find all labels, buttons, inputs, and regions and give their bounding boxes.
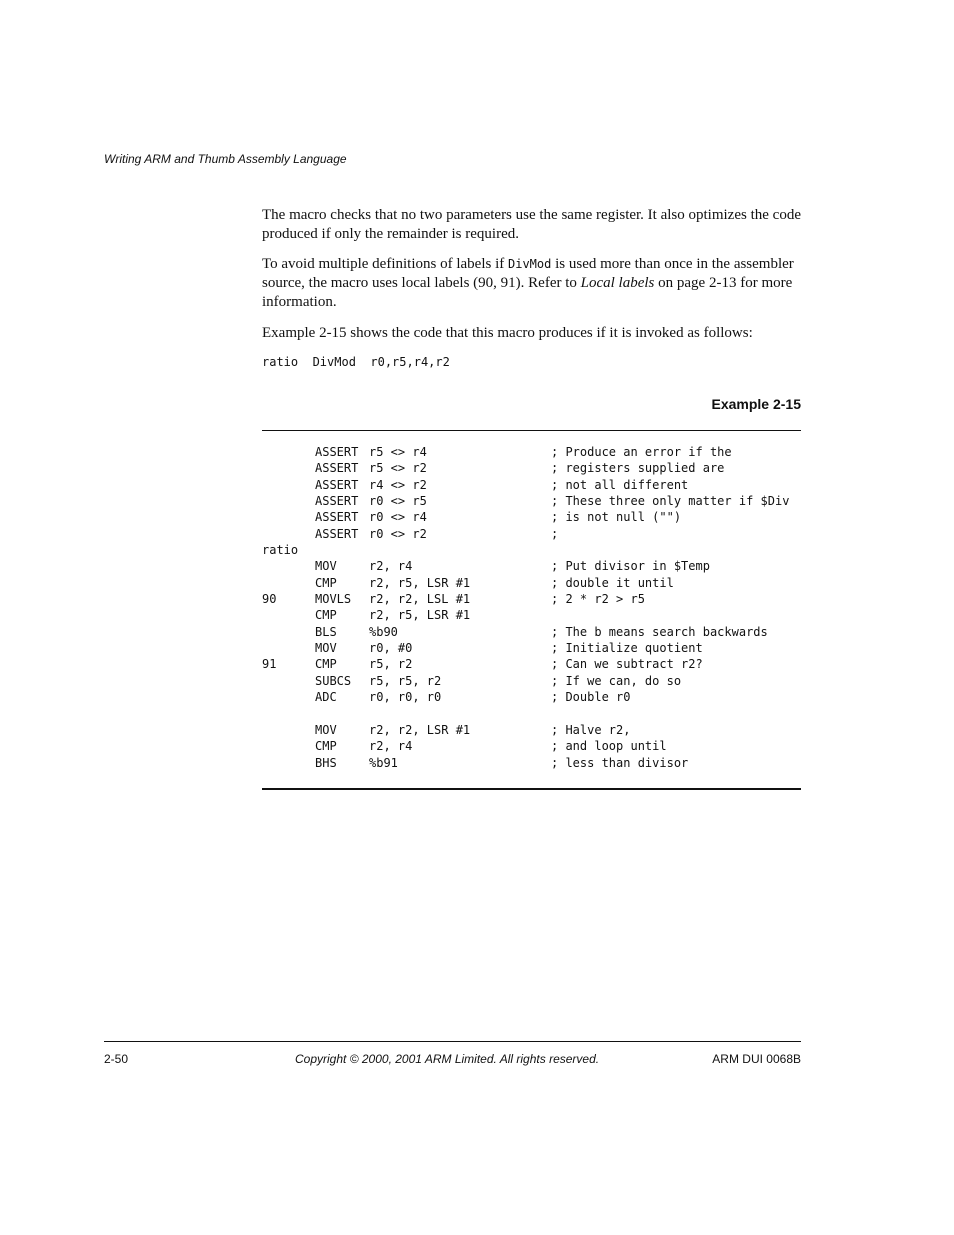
code-operands: r2, r5, LSR #1: [369, 575, 471, 590]
code-operands: r2, r4: [369, 739, 413, 754]
code-line: [262, 738, 801, 754]
code-comment: ; registers supplied are: [551, 461, 725, 476]
code-opcode: ASSERT: [315, 477, 359, 492]
code-line: [262, 755, 801, 771]
code-line: [262, 575, 801, 591]
code-comment: ;: [551, 526, 559, 541]
code-line: [262, 460, 801, 476]
code-comment: ; Halve r2,: [551, 722, 631, 737]
paragraph-2-text-b: is used more than once in the assembler source, the macro uses local labels (90, 91). Refer to: [262, 256, 794, 291]
footer-rule: [104, 1041, 801, 1042]
code-opcode: ASSERT: [315, 445, 359, 459]
code-label: ratio: [262, 543, 299, 558]
code-operands: r5, r2: [369, 657, 413, 672]
copyright-notice: Copyright © 2000, 2001 ARM Limited. All rights reserved.: [295, 1052, 600, 1066]
code-comment: ; is not null (""): [551, 510, 682, 525]
code-opcode: CMP: [315, 657, 337, 672]
code-line: [262, 673, 801, 689]
code-listing: [262, 444, 801, 771]
code-comment: ; Initialize quotient: [551, 641, 703, 656]
code-opcode: SUBCS: [315, 673, 352, 688]
code-operands: r4 <> r2: [369, 477, 427, 492]
code-comment: ; less than divisor: [551, 755, 689, 770]
code-comment: ; Can we subtract r2?: [551, 657, 703, 672]
code-operands: r0 <> r2: [369, 526, 427, 541]
code-operands: %b90: [369, 624, 398, 639]
code-opcode: MOVLS: [315, 592, 352, 607]
code-comment: ; not all different: [551, 477, 689, 492]
code-operands: r2, r4: [369, 559, 413, 574]
code-comment: ; and loop until: [551, 739, 667, 754]
code-opcode: MOV: [315, 559, 337, 574]
code-line: [262, 493, 801, 509]
code-line: [262, 689, 801, 705]
code-opcode: CMP: [315, 739, 337, 754]
example-title: Example 2-15: [711, 396, 801, 412]
code-opcode: BLS: [315, 624, 337, 639]
example-top-rule: [262, 430, 801, 431]
code-comment: ; If we can, do so: [551, 673, 682, 688]
code-line: [262, 558, 801, 574]
code-opcode: ASSERT: [315, 461, 359, 476]
code-comment: ; double it until: [551, 575, 674, 590]
invocation-code: ratio DivMod r0,r5,r4,r2: [262, 355, 450, 369]
code-line: [262, 722, 801, 738]
code-opcode: MOV: [315, 722, 337, 737]
paragraph-1: The macro checks that no two parameters use the same register. It also optimizes the code produced if only the remainder is required.: [262, 207, 801, 242]
paragraph-3: Example 2-15 shows the code that this macro produces if it is invoked as follows:: [262, 325, 753, 341]
code-opcode: CMP: [315, 608, 337, 623]
code-label: 91: [262, 657, 277, 672]
code-line: [262, 477, 801, 493]
code-operands: r2, r5, LSR #1: [369, 608, 471, 623]
code-comment: ; These three only matter if $Div: [551, 494, 790, 509]
code-comment: ; Put divisor in $Temp: [551, 559, 710, 574]
example-bottom-rule: [262, 788, 801, 790]
code-line: [262, 706, 801, 722]
code-label: 90: [262, 592, 277, 607]
code-operands: r5, r5, r2: [369, 673, 442, 688]
code-comment: ; Produce an error if the: [551, 445, 732, 459]
running-header: Writing ARM and Thumb Assembly Language: [104, 152, 347, 166]
paragraph-2: [262, 255, 802, 312]
code-line: [262, 444, 801, 460]
code-opcode: ASSERT: [315, 510, 359, 525]
code-line: [262, 640, 801, 656]
code-opcode: ASSERT: [315, 526, 359, 541]
code-operands: r0 <> r5: [369, 494, 427, 509]
code-operands: %b91: [369, 755, 398, 770]
code-line: [262, 591, 801, 607]
code-operands: r0, r0, r0: [369, 690, 442, 705]
code-opcode: MOV: [315, 641, 337, 656]
code-comment: ; The b means search backwards: [551, 624, 768, 639]
code-line: [262, 542, 801, 558]
code-comment: ; 2 * r2 > r5: [551, 592, 645, 607]
code-operands: r5 <> r2: [369, 461, 427, 476]
code-line: [262, 526, 801, 542]
document-id: ARM DUI 0068B: [712, 1052, 801, 1066]
local-labels-link[interactable]: Local labels: [580, 275, 655, 291]
code-opcode: ADC: [315, 690, 337, 705]
code-comment: ; Double r0: [551, 690, 631, 705]
code-operands: r5 <> r4: [369, 445, 427, 459]
code-opcode: CMP: [315, 575, 337, 590]
code-operands: r2, r2, LSR #1: [369, 722, 471, 737]
code-line: [262, 656, 801, 672]
code-operands: r0, #0: [369, 641, 413, 656]
code-line: [262, 624, 801, 640]
paragraph-2-text-a: To avoid multiple definitions of labels if: [262, 256, 508, 272]
code-opcode: BHS: [315, 755, 337, 770]
paragraph-2-text-c: on page 2-13 for more information.: [262, 275, 793, 310]
code-line: [262, 607, 801, 623]
code-opcode: ASSERT: [315, 494, 359, 509]
page-number: 2-50: [104, 1052, 129, 1066]
divmod-code: DivMod: [508, 257, 552, 271]
code-operands: r0 <> r4: [369, 510, 427, 525]
code-line: [262, 509, 801, 525]
code-operands: r2, r2, LSL #1: [369, 592, 471, 607]
